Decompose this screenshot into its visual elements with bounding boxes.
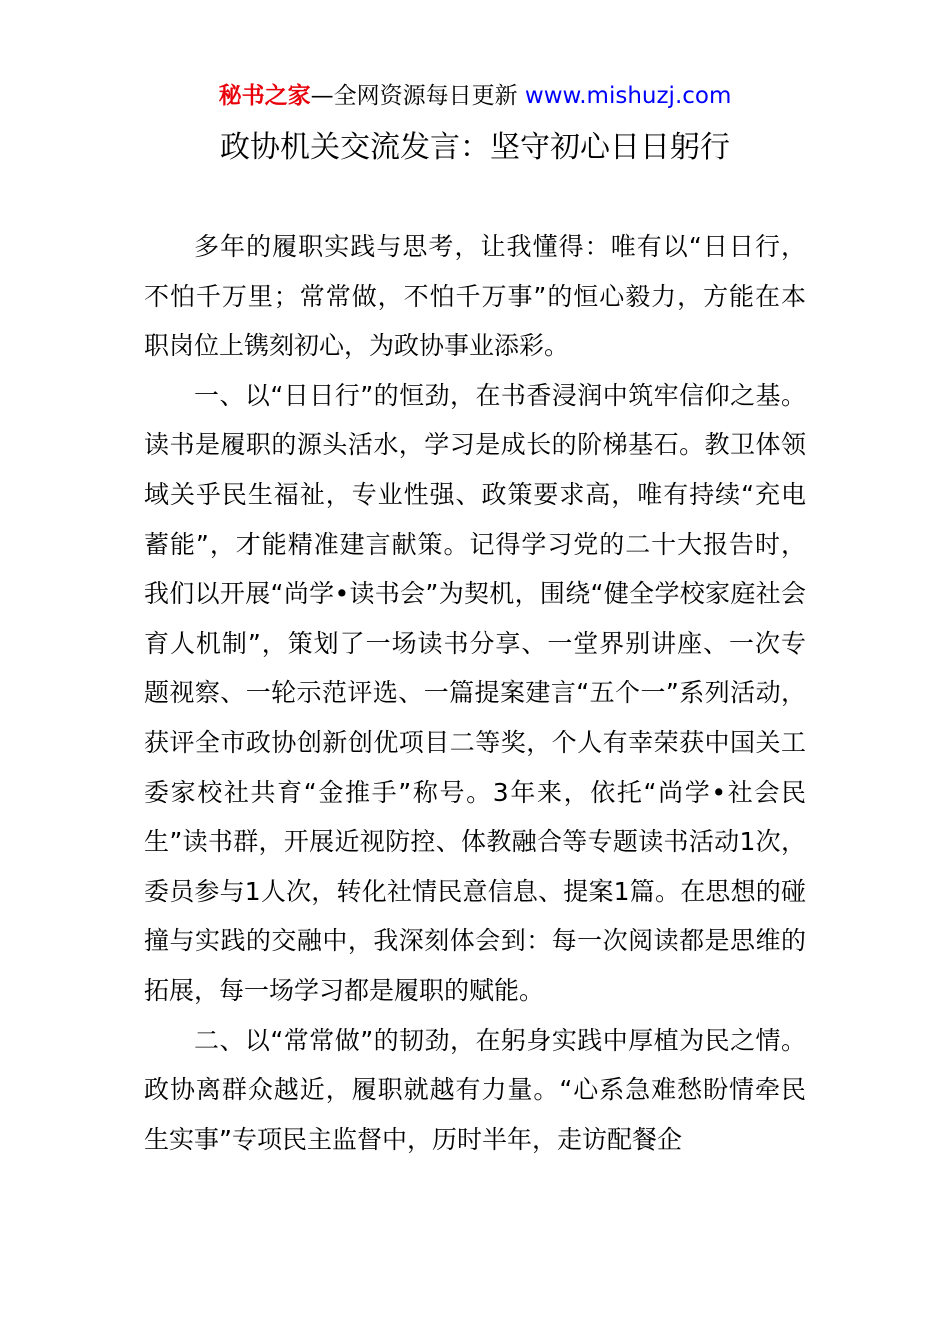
site-header	[0, 80, 950, 112]
site-url-link[interactable]: www.mishuzj.com	[524, 83, 732, 109]
paragraph: 二、以“常常做”的韧劲，在躬身实践中厚植为民之情。政协离群众越近，履职就越有力量。“心系急难愁盼情牵民生实事”专项民主监督中，历时半年，走访配餐企	[144, 1025, 806, 1154]
paragraph: 一、以“日日行”的恒劲，在书香浸润中筑牢信仰之基。读书是履职的源头活水，学习是成长的阶梯基石。教卫体领域关乎民生福祉，专业性强、政策要求高，唯有持续“充电蓄能”，才能精准建言献策。记得学习党的二十大报告时，我们以开展“尚学•读书会”为契机，围绕“健全学校家庭社会育人机制”，策划了一场读书分享、一堂界别讲座、一次专题视察、一轮示范评选、一篇提案建言“五个一”系列活动，获评全市政协创新创优项目二等奖，个人有幸荣获中国关工委家校社共育“金推手”称号。3年来，依托“尚学•社会民生”读书群，开展近视防控、体教融合等专题读书活动1次，委员参与1人次，转化社情民意信息、提案1篇。在思想的碰撞与实践的交融中，我深刻体会到：每一次阅读都是思维的拓展，每一场学习都是履职的赋能。	[144, 380, 806, 1005]
site-brand: 秘书之家	[218, 83, 311, 109]
paragraph: 多年的履职实践与思考，让我懂得：唯有以“日日行，不怕千万里；常常做，不怕千万事”的恒心毅力，方能在本职岗位上镌刻初心，为政协事业添彩。	[144, 232, 806, 361]
document-body	[144, 222, 806, 1164]
document-title: 政协机关交流发言：坚守初心日日躬行	[220, 130, 730, 165]
site-tagline: —全网资源每日更新	[310, 83, 518, 109]
